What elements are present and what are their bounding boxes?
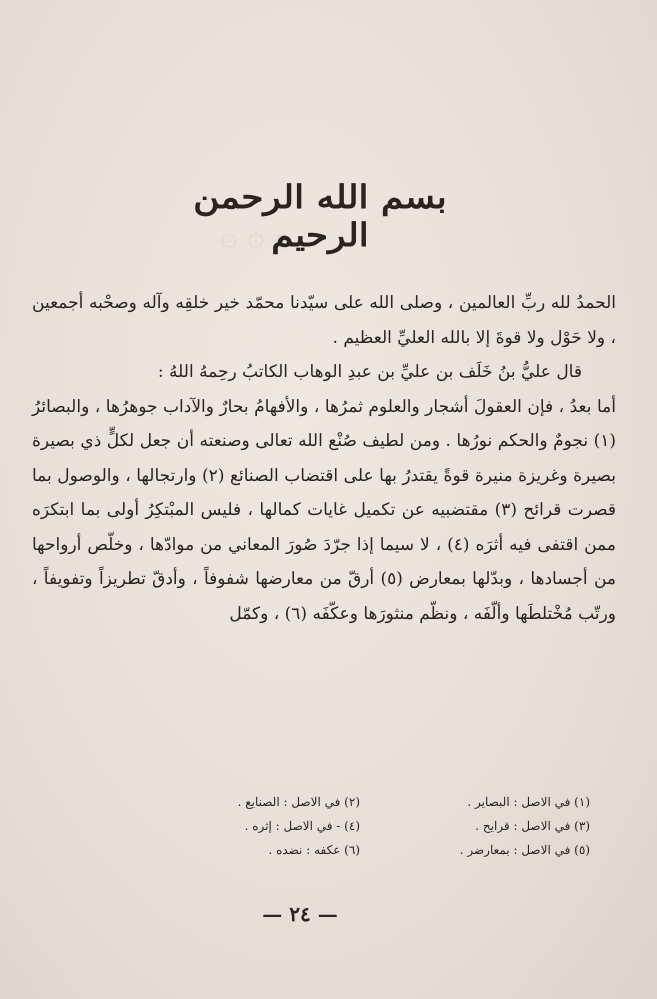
- page-number: — ٢٤ —: [262, 902, 338, 926]
- intro-paragraph: أما بعدُ ، فإن العقولَ أشجار والعلوم ثمرُها ، والأفهامُ بحارٌ والآداب جوهرُها ، والبصائرُ (١) نجومٌ والحكم نورُها . ومن لطيف صُنْع الله تعالى وصنعته أن جعل لكلٍّ ذي بصيرة بصيرة وغريزة منيرة قوةً يقتدرُ بها على اقتضاب الصنائع (٢) وارتجالها ، والوصول بما قصرت قرائح (٣) مقتضبيه عن تكميل غايات كمالها ، فليس المبْتكِرُ أولى بما ابتكرَه ممن اقتفى فيه أثرَه (٤) ، لا سيما إذا جرّدَ صُورَ المعاني من موادّها ، وخلّص أرواحها من أجسادها ، وبدّلها بمعارض (٥) أرقّ من معارضها شفوفاً ، وأدقّ تطريزاً وتفويفاً ، ورتّب مُخْتلطَها وألّفَه ، ونظّم منثورَها وعكّفَه (٦) ، وكمّل: [32, 396, 616, 624]
- footnote-row: [130, 838, 590, 862]
- author-paragraph: قال عليُّ بنُ خَلَف بن عليِّ بن عبدِ الوهاب الكاتبُ رحِمهُ اللهُ :: [157, 362, 582, 382]
- footnote-3: (٣) في الاصل : قرايح .: [475, 819, 590, 833]
- bleed-through-text: ۞ ۞ ۞: [220, 219, 292, 254]
- main-text: [32, 286, 616, 631]
- footnote-1: (١) في الاصل : البصاير .: [467, 795, 590, 809]
- opening-paragraph: الحمدُ لله ربِّ العالمين ، وصلى الله على سيّدنا محمّد خير خلقِه وآله وصحْبه أجمعين ، ولا حَوْل ولا قوةَ إلا بالله العليِّ العظيم .: [32, 293, 616, 348]
- footnote-5: (٥) في الاصل : بمعارضر .: [459, 843, 590, 857]
- basmala-heading: بسم الله الرحمن الرحيم: [193, 178, 447, 254]
- footnote-6: (٦) عكفه : نضده .: [268, 843, 360, 857]
- footnote-row: [130, 790, 590, 814]
- footnote-2: (٢) في الاصل : الصنايع .: [237, 795, 360, 809]
- footnote-row: [130, 814, 590, 838]
- footnote-4: (٤) - في الاصل : إثره .: [244, 819, 360, 833]
- footnotes: [130, 790, 590, 862]
